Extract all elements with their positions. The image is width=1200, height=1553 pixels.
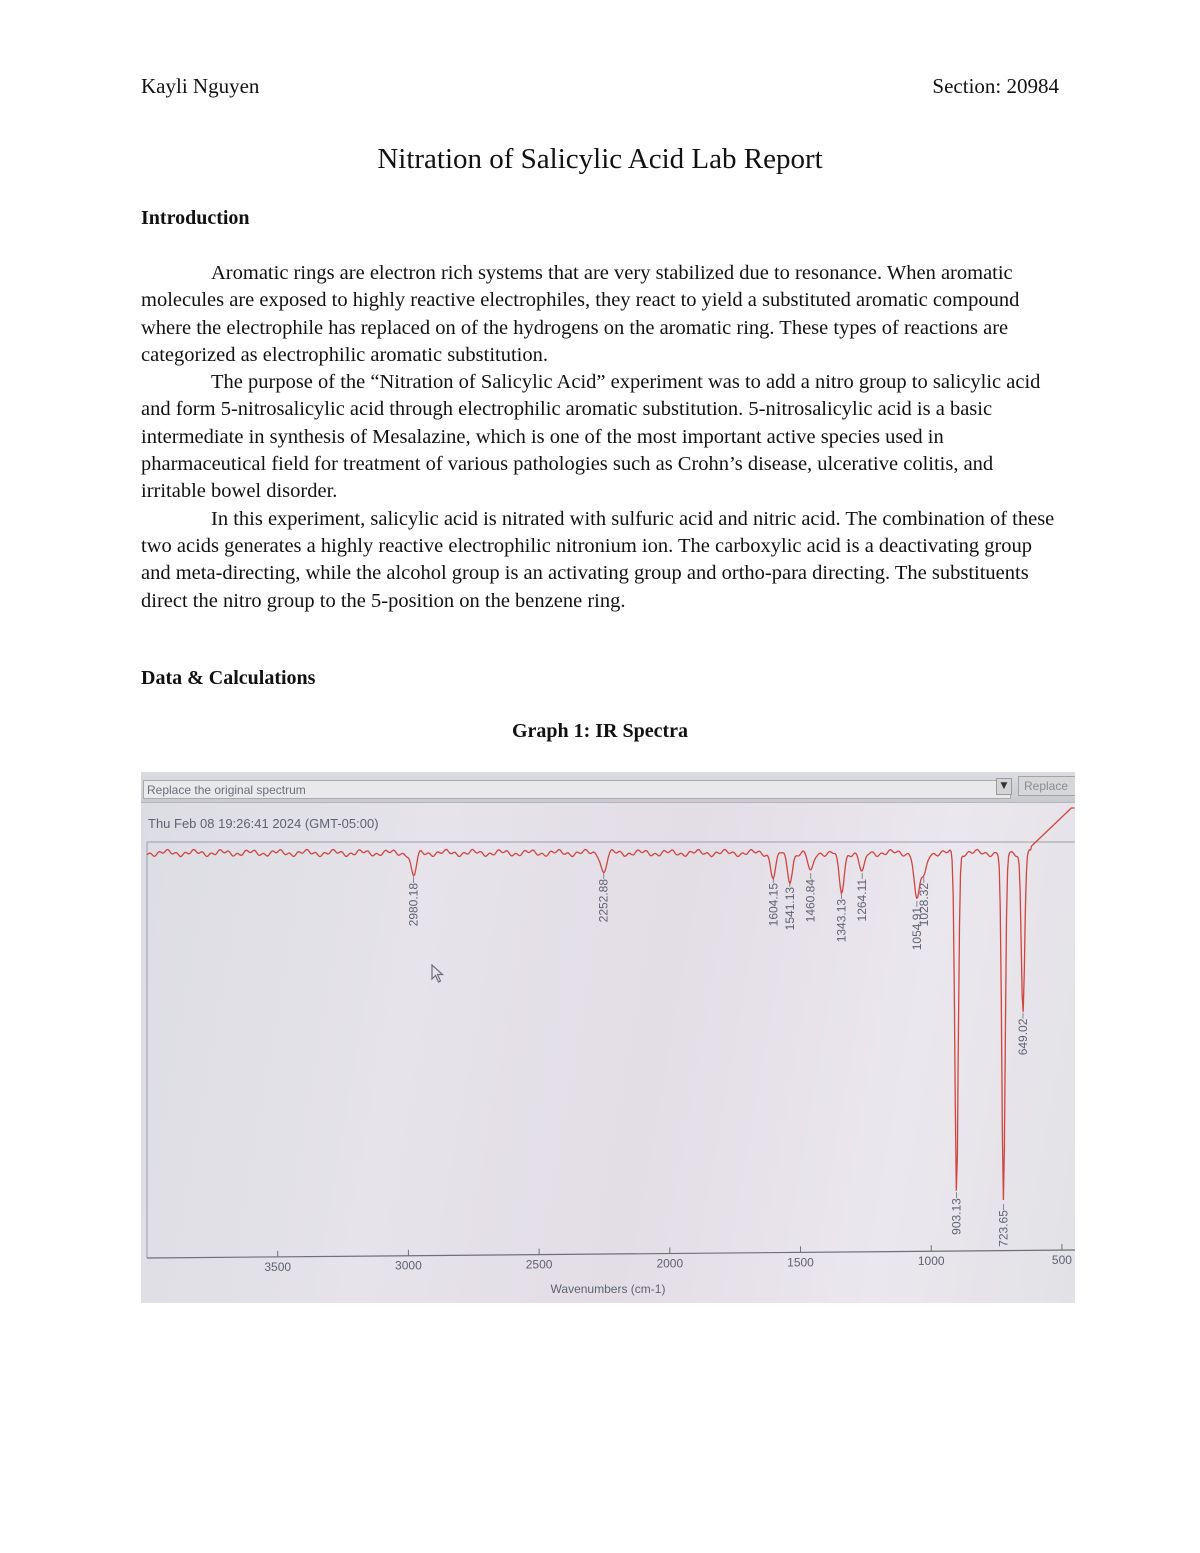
introduction-body <box>141 260 1061 615</box>
page-title: Nitration of Salicylic Acid Lab Report <box>377 143 823 175</box>
peak-label: 2980.18 <box>406 882 421 927</box>
peak-label: 1343.13 <box>834 898 849 943</box>
chevron-down-icon[interactable]: ▼ <box>996 778 1012 795</box>
introduction-paragraph: The purpose of the “Nitration of Salicylic Acid” experiment was to add a nitro group to salicylic acid and form 5-nitrosalicylic acid through electrophilic aromatic substitution. 5-nitrosalicylic acid is a basic intermediate in synthesis of Mesalazine, which is one of the most important active species used in pharmaceutical field for treatment of various pathologies such as Crohn’s disease, ulcerative colitis, and irritable bowel disorder. <box>141 371 1041 503</box>
peak-label: 903.13 <box>949 1198 964 1235</box>
peak-label: 1054.91 <box>909 906 924 951</box>
peak-label: 2252.88 <box>596 878 611 923</box>
data-calculations-heading: Data & Calculations <box>141 667 316 689</box>
spectrum-timestamp: Thu Feb 08 19:26:41 2024 (GMT-05:00) <box>148 816 379 831</box>
author-name: Kayli Nguyen <box>141 74 260 98</box>
peak-label: 1604.15 <box>766 882 781 927</box>
introduction-paragraph: In this experiment, salicylic acid is nitrated with sulfuric acid and nitric acid. The combination of these two acids generates a highly reactive electrophilic nitronium ion. The carboxylic acid is a deactivating group and meta-directing, while the alcohol group is an activating group and ortho-para directing. The substituents direct the nitro group to the 5-position on the benzene ring. <box>141 507 1055 612</box>
ir-spectrum-photo <box>141 772 1075 1303</box>
peak-label: 1028.32 <box>916 882 931 927</box>
x-tick-label: 500 <box>1051 1253 1072 1268</box>
x-tick-label: 3500 <box>264 1259 292 1274</box>
peak-label: 1460.84 <box>803 878 818 923</box>
peak-label: 1264.11 <box>855 878 870 922</box>
cursor-arrow-icon <box>431 964 445 984</box>
peak-label: 1541.13 <box>782 886 797 931</box>
x-axis-label: Wavenumbers (cm-1) <box>550 1282 666 1296</box>
replace-button[interactable]: Replace <box>1018 776 1075 796</box>
ir-spectrum-chart <box>141 772 1075 1303</box>
spectrum-line <box>147 808 1075 1200</box>
x-tick-label: 1000 <box>917 1254 945 1269</box>
x-tick-label: 2000 <box>656 1256 684 1271</box>
peak-label: 649.02 <box>1015 1018 1030 1056</box>
x-tick-label: 3000 <box>395 1258 422 1273</box>
introduction-heading: Introduction <box>141 207 250 229</box>
introduction-paragraph: Aromatic rings are electron rich systems that are very stabilized due to resonance. When aromatic molecules are exposed to highly reactive electrophiles, they react to yield a substituted aromatic compound where the electrophile has replaced on of the hydrogens on the aromatic ring. These types of reactions are categorized as electrophilic aromatic substitution. <box>141 262 1020 366</box>
peak-label: 723.65 <box>996 1210 1011 1247</box>
x-tick-label: 1500 <box>787 1255 814 1270</box>
x-tick-label: 2500 <box>525 1257 553 1272</box>
spectrum-dropdown[interactable]: Replace the original spectrum <box>143 780 1011 799</box>
section-number: Section: 20984 <box>932 74 1059 98</box>
graph-caption: Graph 1: IR Spectra <box>511 720 689 742</box>
